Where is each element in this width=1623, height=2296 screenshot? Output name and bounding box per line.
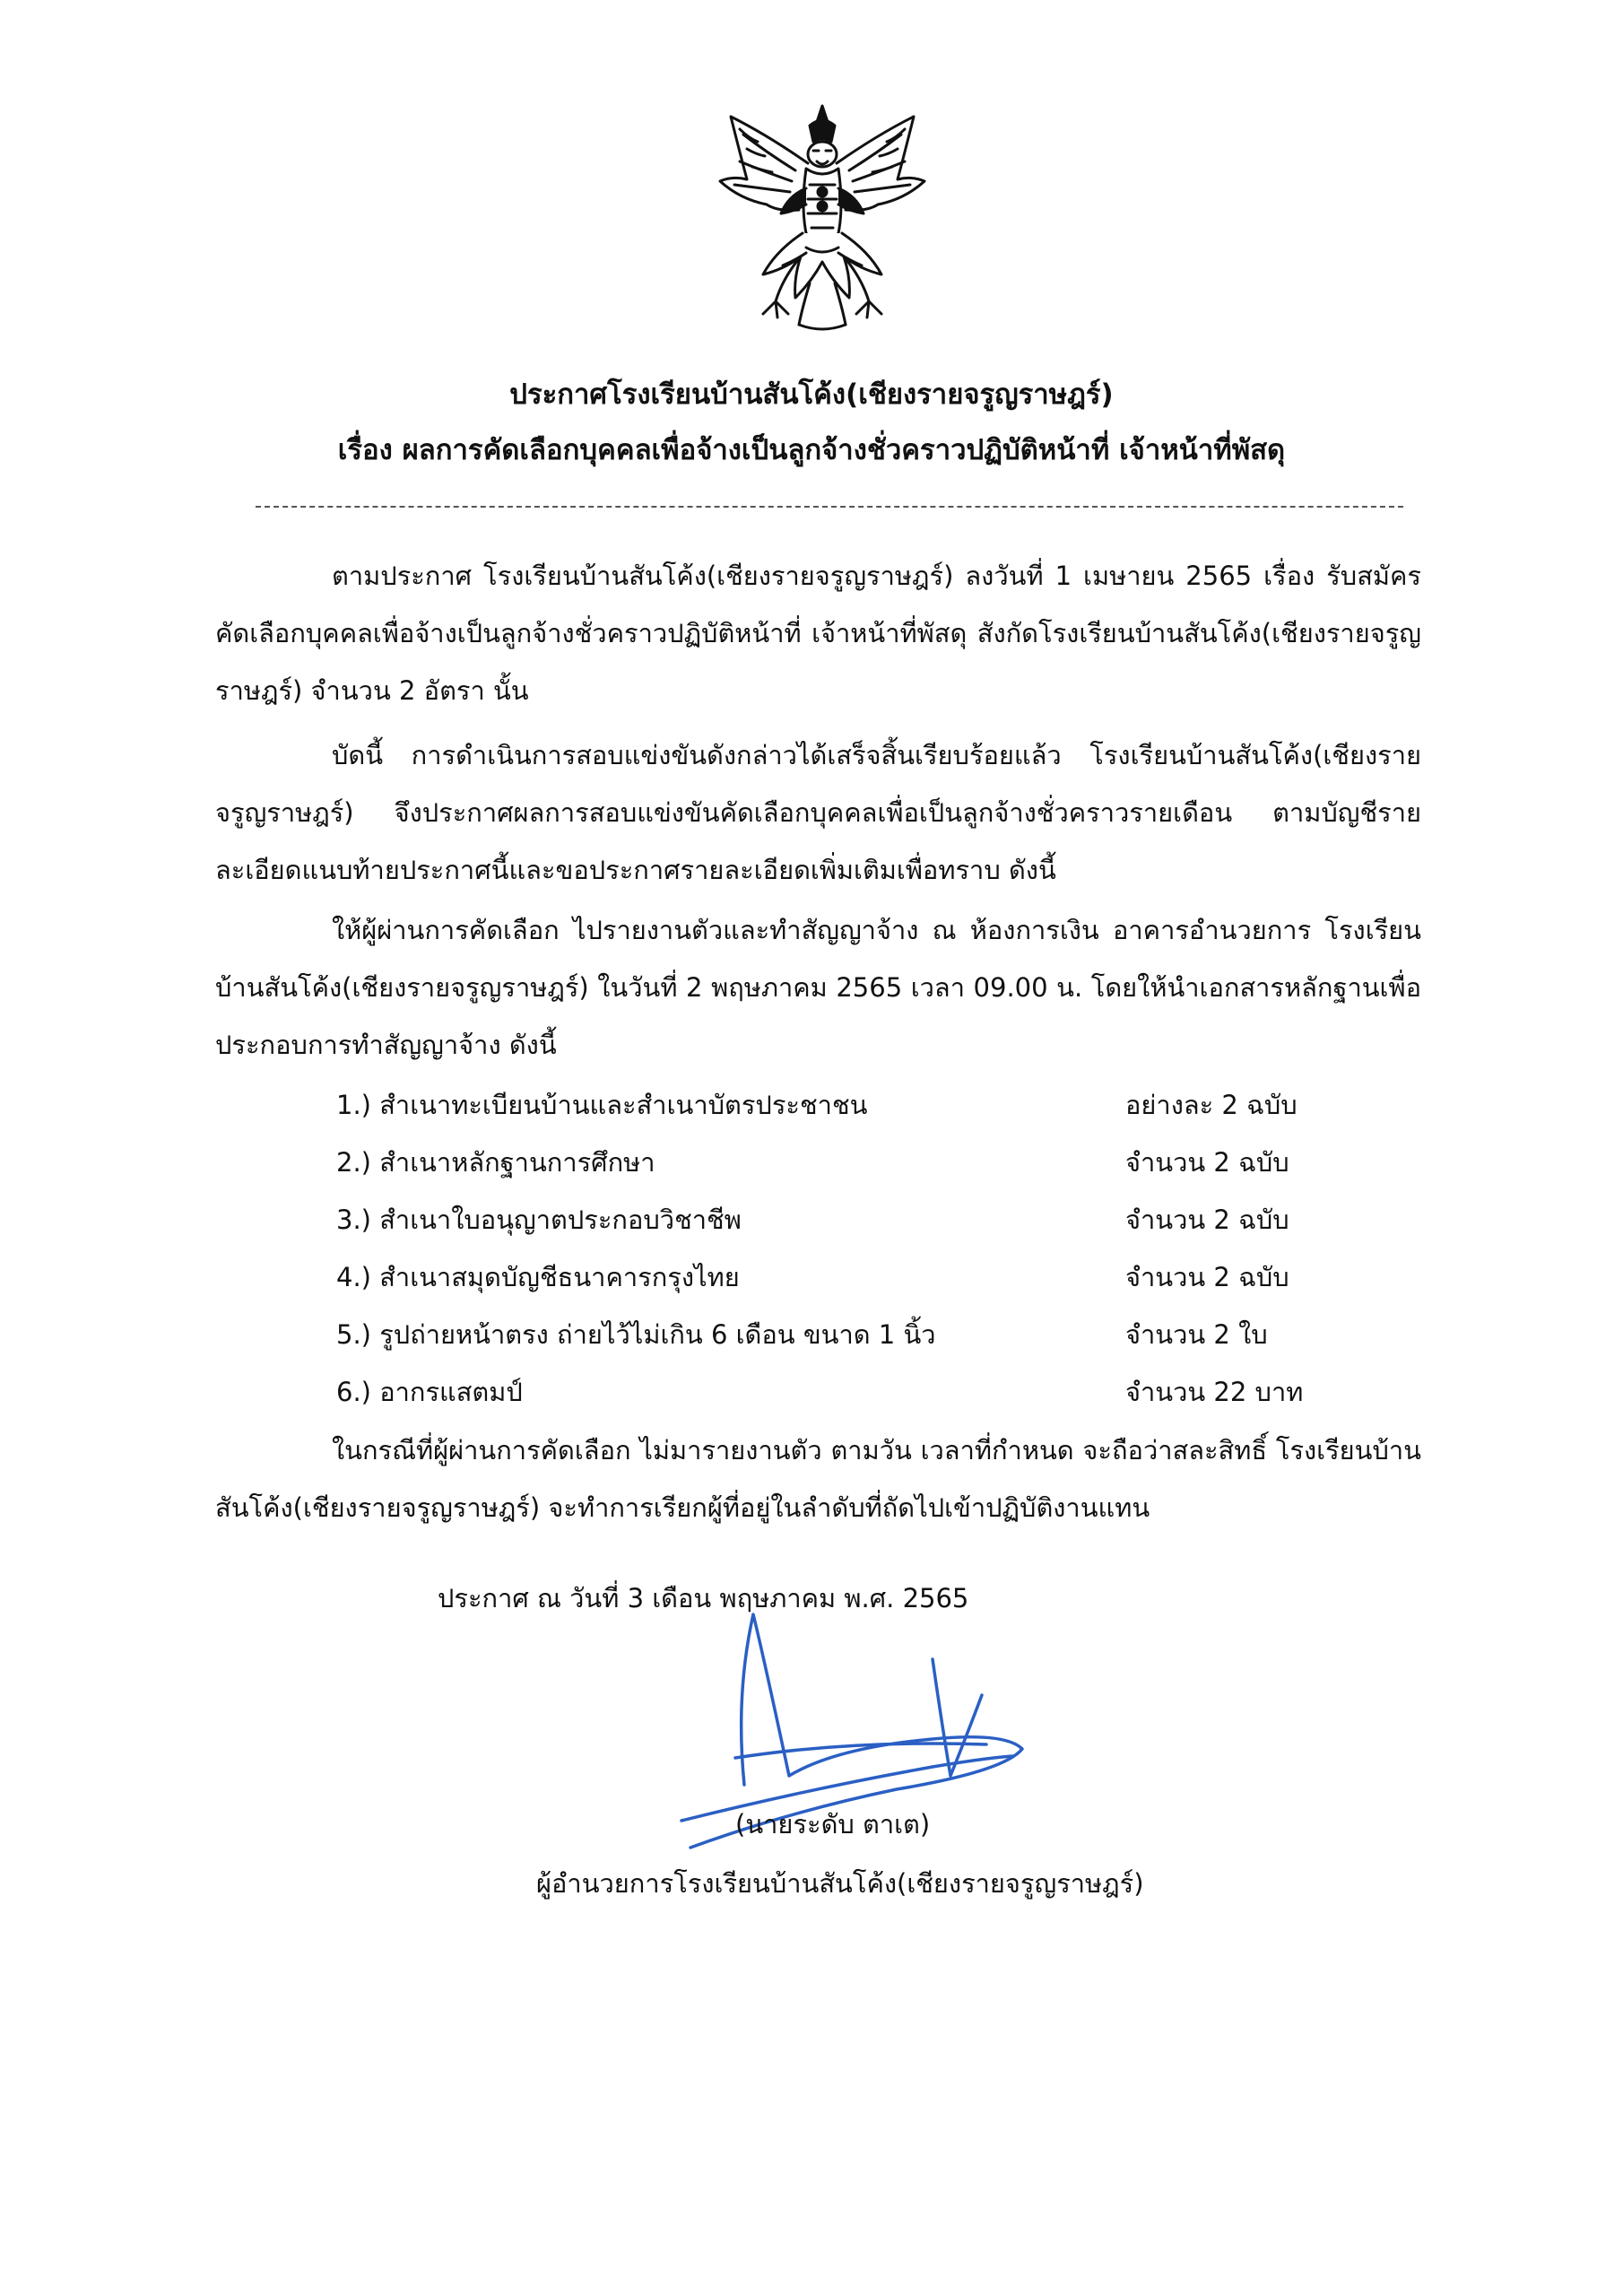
document-quantity: จำนวน 2 ฉบับ — [1125, 1262, 1289, 1292]
announcement-title: ประกาศโรงเรียนบ้านสันโค้ง(เชียงรายจรูญราษฎร์) — [509, 378, 1114, 411]
paragraph-report-instructions — [215, 901, 1421, 1074]
list-item — [336, 1248, 1376, 1306]
document-item: 5.) รูปถ่ายหน้าตรง ถ่ายไว้ไม่เกิน 6 เดือน ขนาด 1 นิ้ว — [336, 1319, 936, 1350]
document-item: 6.) อากรแสตมป์ — [336, 1377, 523, 1407]
document-quantity: อย่างละ 2 ฉบับ — [1125, 1090, 1298, 1120]
document-item: 3.) สำเนาใบอนุญาตประกอบวิชาชีพ — [336, 1205, 742, 1235]
paragraph-2-text: บัดนี้ การดำเนินการสอบแข่งขันดังกล่าวได้เสร็จสิ้นเรียบร้อยแล้ว โรงเรียนบ้านสันโค้ง(เชียงรายจรูญราษฎร์) จึงประกาศผลการสอบแข่งขันคัดเลือกบุคคลเพื่อเป็นลูกจ้างชั่วคราวรายเดือน ตามบัญชีรายละเอียดแนบท้ายประกาศนี้และขอประกาศรายละเอียดเพิ่มเติมเพื่อทราบ ดังนี้ — [215, 740, 1421, 885]
list-item — [336, 1363, 1376, 1421]
paragraph-result — [215, 726, 1421, 899]
announcement-subject: เรื่อง ผลการคัดเลือกบุคคลเพื่อจ้างเป็นลูกจ้างชั่วคราวปฏิบัติหน้าที่ เจ้าหน้าที่พัสดุ — [337, 434, 1286, 466]
garuda-emblem-icon — [713, 99, 933, 336]
required-documents-list — [336, 1076, 1376, 1421]
paragraph-1-text: ตามประกาศ โรงเรียนบ้านสันโค้ง(เชียงรายจรูญราษฎร์) ลงวันที่ 1 เมษายน 2565 เรื่อง รับสมัครคัดเลือกบุคคลเพื่อจ้างเป็นลูกจ้างชั่วคราวปฏิบัติหน้าที่ เจ้าหน้าที่พัสดุ สังกัดโรงเรียนบ้านสันโค้ง(เชียงรายจรูญราษฎร์) จำนวน 2 อัตรา นั้น — [215, 561, 1421, 706]
document-quantity: จำนวน 2 ฉบับ — [1125, 1205, 1289, 1235]
signer-name: (นายระดับ ตาเต) — [735, 1809, 931, 1839]
document-item: 2.) สำเนาหลักฐานการศึกษา — [336, 1147, 655, 1178]
document-quantity: จำนวน 2 ใบ — [1125, 1319, 1268, 1350]
document-item: 1.) สำเนาทะเบียนบ้านและสำเนาบัตรประชาชน — [336, 1090, 868, 1120]
list-item — [336, 1191, 1376, 1248]
list-item — [336, 1134, 1376, 1191]
paragraph-reference — [215, 547, 1421, 719]
paragraph-forfeit-notice — [215, 1422, 1421, 1536]
paragraph-3-text: ให้ผู้ผ่านการคัดเลือก ไปรายงานตัวและทำสัญญาจ้าง ณ ห้องการเงิน อาคารอำนวยการ โรงเรียนบ้านสันโค้ง(เชียงรายจรูญราษฎร์) ในวันที่ 2 พฤษภาคม 2565 เวลา 09.00 น. โดยให้นำเอกสารหลักฐานเพื่อประกอบการทำสัญญาจ้าง ดังนี้ — [215, 915, 1421, 1060]
signer-position: ผู้อำนวยการโรงเรียนบ้านสันโค้ง(เชียงรายจรูญราษฎร์) — [536, 1868, 1144, 1899]
document-quantity: จำนวน 22 บาท — [1125, 1377, 1304, 1407]
paragraph-4-text: ในกรณีที่ผู้ผ่านการคัดเลือก ไม่มารายงานตัว ตามวัน เวลาที่กำหนด จะถือว่าสละสิทธิ์ โรงเรียนบ้านสันโค้ง(เชียงรายจรูญราษฎร์) จะทำการเรียกผู้ที่อยู่ในลำดับที่ถัดไปเข้าปฏิบัติงานแทน — [215, 1435, 1421, 1523]
announcement-date: ประกาศ ณ วันที่ 3 เดือน พฤษภาคม พ.ศ. 2565 — [438, 1583, 969, 1613]
list-item — [336, 1076, 1376, 1134]
document-item: 4.) สำเนาสมุดบัญชีธนาคารกรุงไทย — [336, 1262, 740, 1292]
list-item — [336, 1306, 1376, 1363]
dashed-divider — [256, 506, 1403, 508]
document-quantity: จำนวน 2 ฉบับ — [1125, 1147, 1289, 1178]
